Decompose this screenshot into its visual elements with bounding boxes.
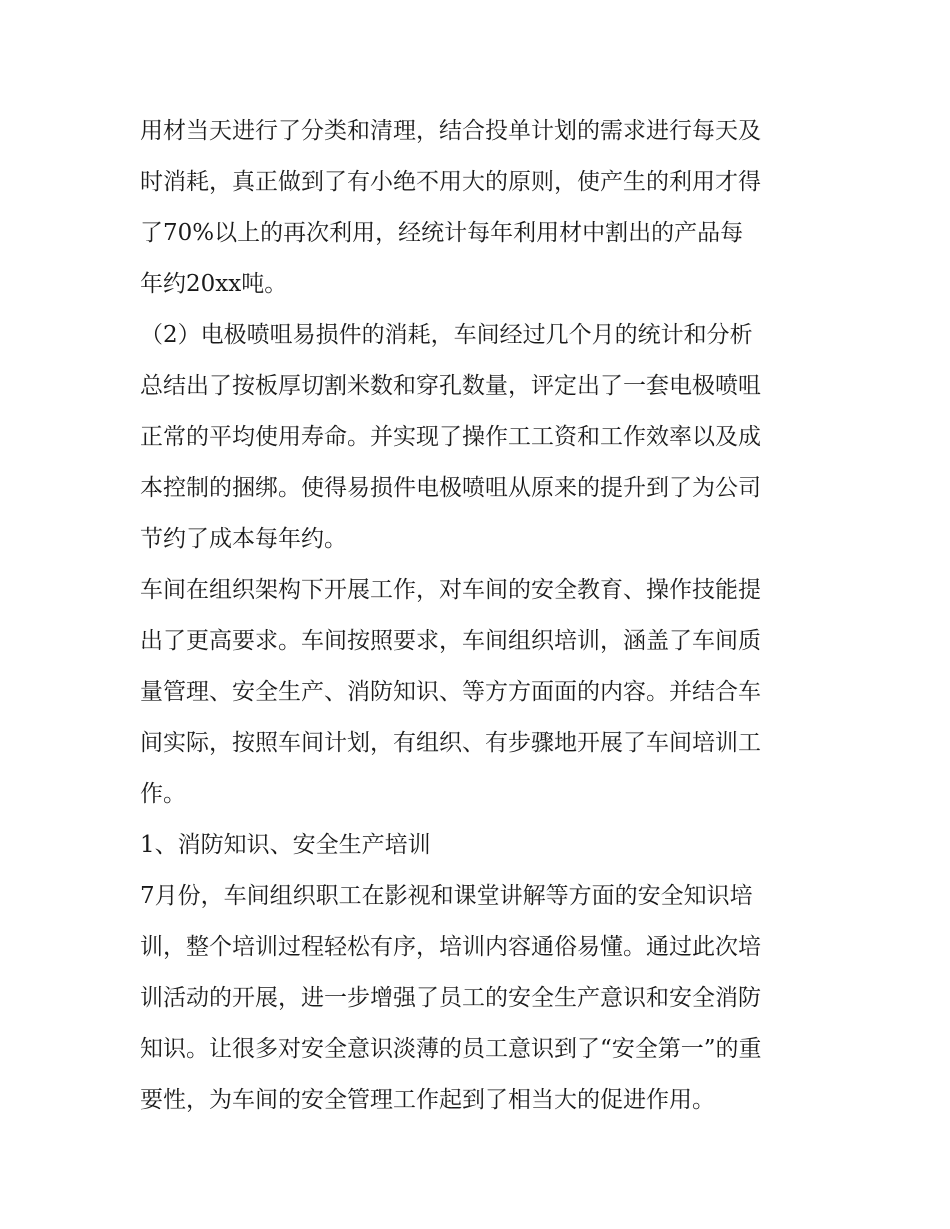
text-line: 间实际，按照车间计划，有组织、有步骤地开展了车间培训工	[140, 730, 761, 756]
text-line: 出了更高要求。车间按照要求，车间组织培训，涵盖了车间质	[140, 628, 761, 654]
text-line: 用材当天进行了分类和清理，结合投单计划的需求进行每天及	[140, 118, 761, 144]
text-line: 时消耗，真正做到了有小绝不用大的原则，使产生的利用才得	[140, 169, 761, 195]
text-line: （2）电极喷咀易损件的消耗，车间经过几个月的统计和分析	[140, 322, 753, 348]
text-line: 正常的平均使用寿命。并实现了操作工工资和工作效率以及成	[140, 424, 761, 450]
text-line: 车间在组织架构下开展工作，对车间的安全教育、操作技能提	[140, 577, 761, 603]
text-line: 训，整个培训过程轻松有序，培训内容通俗易懂。通过此次培	[140, 934, 761, 960]
text-line: 总结出了按板厚切割米数和穿孔数量，评定出了一套电极喷咀	[140, 373, 761, 399]
text-line: 作。	[140, 781, 186, 807]
text-line: 量管理、安全生产、消防知识、等方方面面的内容。并结合车	[140, 679, 761, 705]
section-heading: 1、消防知识、安全生产培训	[140, 832, 431, 858]
text-line: 年约20xx吨。	[140, 271, 288, 297]
text-line: 训活动的开展，进一步增强了员工的安全生产意识和安全消防	[140, 985, 761, 1011]
text-line: 要性，为车间的安全管理工作起到了相当大的促进作用。	[140, 1087, 715, 1113]
text-line: 7月份，车间组织职工在影视和课堂讲解等方面的安全知识培	[140, 883, 753, 909]
text-line: 了70%以上的再次利用，经统计每年利用材中割出的产品每	[140, 220, 744, 246]
body-text	[140, 106, 820, 1126]
text-line: 本控制的捆绑。使得易损件电极喷咀从原来的提升到了为公司	[140, 475, 761, 501]
text-line: 节约了成本每年约。	[140, 526, 347, 552]
text-line: 知识。让很多对安全意识淡薄的员工意识到了“安全第一”的重	[140, 1036, 762, 1062]
